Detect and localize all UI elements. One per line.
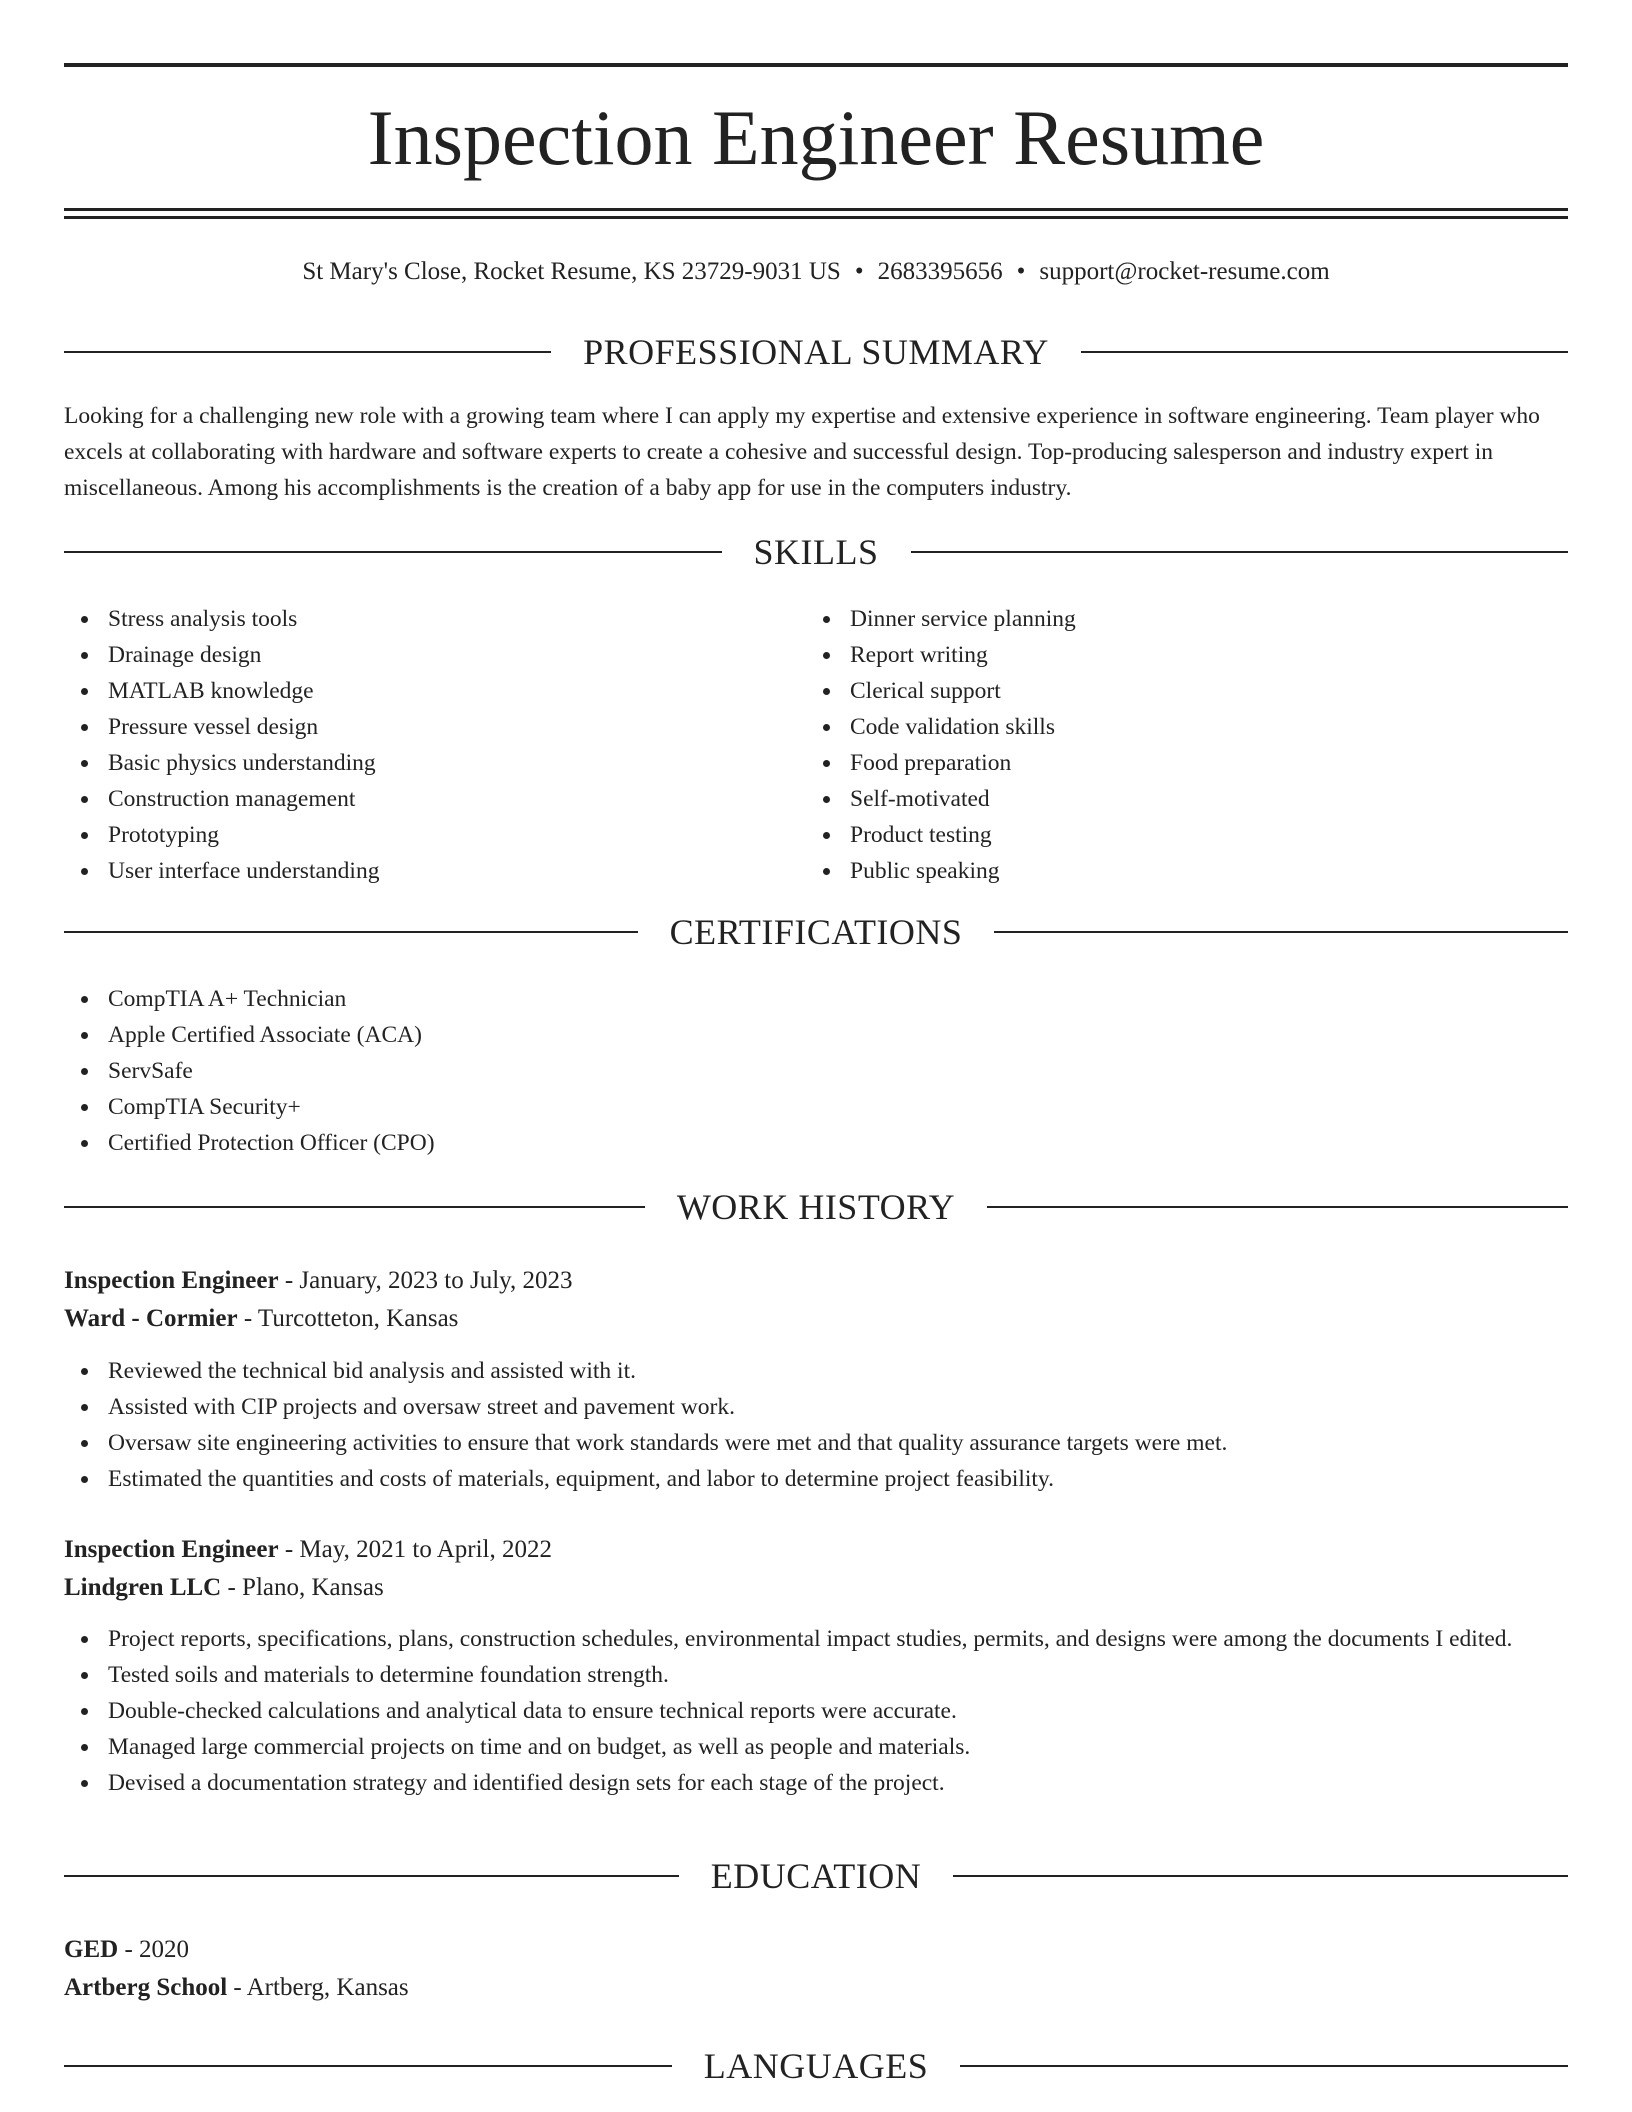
job-dates: - May, 2021 to April, 2022 [278,1536,552,1563]
education-school-line [64,1969,1568,2007]
job-bullets [64,1353,1568,1497]
divider-line [64,931,638,933]
education-degree-line [64,1931,1568,1969]
divider-line [953,1875,1568,1877]
job-bullet: Tested soils and materials to determine foundation strength. [64,1657,1568,1693]
divider-line [1081,351,1568,353]
divider-line [64,1875,679,1877]
job-dates: - January, 2023 to July, 2023 [278,1267,573,1294]
section-title: LANGUAGES [703,2046,929,2086]
certifications-section-header [64,910,1568,954]
job-company-line [64,1569,1568,1607]
job-title: Inspection Engineer [64,1267,279,1294]
skill-item: Product testing [806,817,1506,853]
job-title-line [64,1262,1568,1300]
skill-item: Basic physics understanding [64,745,764,781]
job-company-line [64,1300,1568,1338]
divider-line [994,931,1568,933]
education-year: - 2020 [118,1936,190,1963]
certifications-list [64,981,1568,1161]
certification-item: ServSafe [64,1053,1568,1089]
job-title: Inspection Engineer [64,1536,279,1563]
skill-item: Drainage design [64,637,764,673]
contact-separator: • [1016,258,1026,285]
divider-line [911,551,1569,553]
title-rule [64,208,1568,211]
job-location: - Plano, Kansas [221,1574,384,1601]
languages-section-header [64,2044,1568,2088]
education-location: - Artberg, Kansas [227,1974,409,2001]
job-bullet: Oversaw site engineering activities to ensure that work standards were met and that quality assurance targets were met. [64,1425,1568,1461]
job-entry [64,1531,1568,1607]
certification-item: CompTIA A+ Technician [64,981,1568,1017]
contact-email: support@rocket-resume.com [1039,258,1330,285]
contact-separator: • [854,258,864,285]
job-company: Lindgren LLC [64,1574,222,1601]
skill-item: Pressure vessel design [64,709,764,745]
certification-item: Certified Protection Officer (CPO) [64,1125,1568,1161]
education-entry [64,1931,1568,2007]
job-bullet: Project reports, specifications, plans, construction schedules, environmental impact studies, permits, and designs were among the documents I edited. [64,1621,1568,1657]
section-title: CERTIFICATIONS [669,912,963,952]
job-bullet: Managed large commercial projects on time and on budget, as well as people and materials. [64,1729,1568,1765]
contact-address: St Mary's Close, Rocket Resume, KS 23729-9031 US [302,258,841,285]
skills-section-header [64,530,1568,574]
skill-item: Stress analysis tools [64,601,764,637]
job-bullet: Devised a documentation strategy and identified design sets for each stage of the project. [64,1765,1568,1801]
education-degree: GED [64,1936,119,1963]
certification-item: Apple Certified Associate (ACA) [64,1017,1568,1053]
summary-section-header [64,330,1568,374]
job-location: - Turcotteton, Kansas [237,1305,459,1332]
divider-line [987,1206,1568,1208]
skill-item: Prototyping [64,817,764,853]
job-bullet: Estimated the quantities and costs of materials, equipment, and labor to determine project feasibility. [64,1461,1568,1497]
skill-item: Dinner service planning [806,601,1506,637]
contact-line [64,254,1568,290]
divider-line [64,1206,645,1208]
education-section-header [64,1854,1568,1898]
certification-item: CompTIA Security+ [64,1089,1568,1125]
skill-item: Report writing [806,637,1506,673]
divider-line [64,351,551,353]
divider-line [64,551,722,553]
skill-item: Construction management [64,781,764,817]
skill-item: Food preparation [806,745,1506,781]
top-rule [64,63,1568,67]
section-title: EDUCATION [710,1856,922,1896]
job-company: Ward - Cormier [64,1305,238,1332]
section-title: SKILLS [753,532,879,572]
skill-item: Clerical support [806,673,1506,709]
skill-item: MATLAB knowledge [64,673,764,709]
skills-list-right [806,601,1506,889]
job-title-line [64,1531,1568,1569]
work-section-header [64,1185,1568,1229]
job-bullet: Assisted with CIP projects and oversaw street and pavement work. [64,1389,1568,1425]
skill-item: Self-motivated [806,781,1506,817]
job-bullet: Reviewed the technical bid analysis and assisted with it. [64,1353,1568,1389]
resume-title: Inspection Engineer Resume [367,94,1265,181]
education-school: Artberg School [64,1974,228,2001]
summary-text: Looking for a challenging new role with a growing team where I can apply my expertise and extensive experience in software engineering. Team player who excels at collaborating with hardware and software experts to create a cohesive and successful design. Top-producing salesperson and industry expert in miscellaneous. Among his accomplishments is the creation of a baby app for use in the computers industry. [64,403,1540,501]
skill-item: Public speaking [806,853,1506,889]
section-title: WORK HISTORY [676,1187,956,1227]
job-bullets [64,1621,1568,1801]
contact-phone: 2683395656 [877,258,1003,285]
job-bullet: Double-checked calculations and analytical data to ensure technical reports were accurate. [64,1693,1568,1729]
skills-list-left [64,601,764,889]
job-entry [64,1262,1568,1338]
divider-line [64,2065,672,2067]
skill-item: User interface understanding [64,853,764,889]
section-title: PROFESSIONAL SUMMARY [583,332,1049,372]
divider-line [960,2065,1568,2067]
skill-item: Code validation skills [806,709,1506,745]
title-rule-double [64,216,1568,219]
